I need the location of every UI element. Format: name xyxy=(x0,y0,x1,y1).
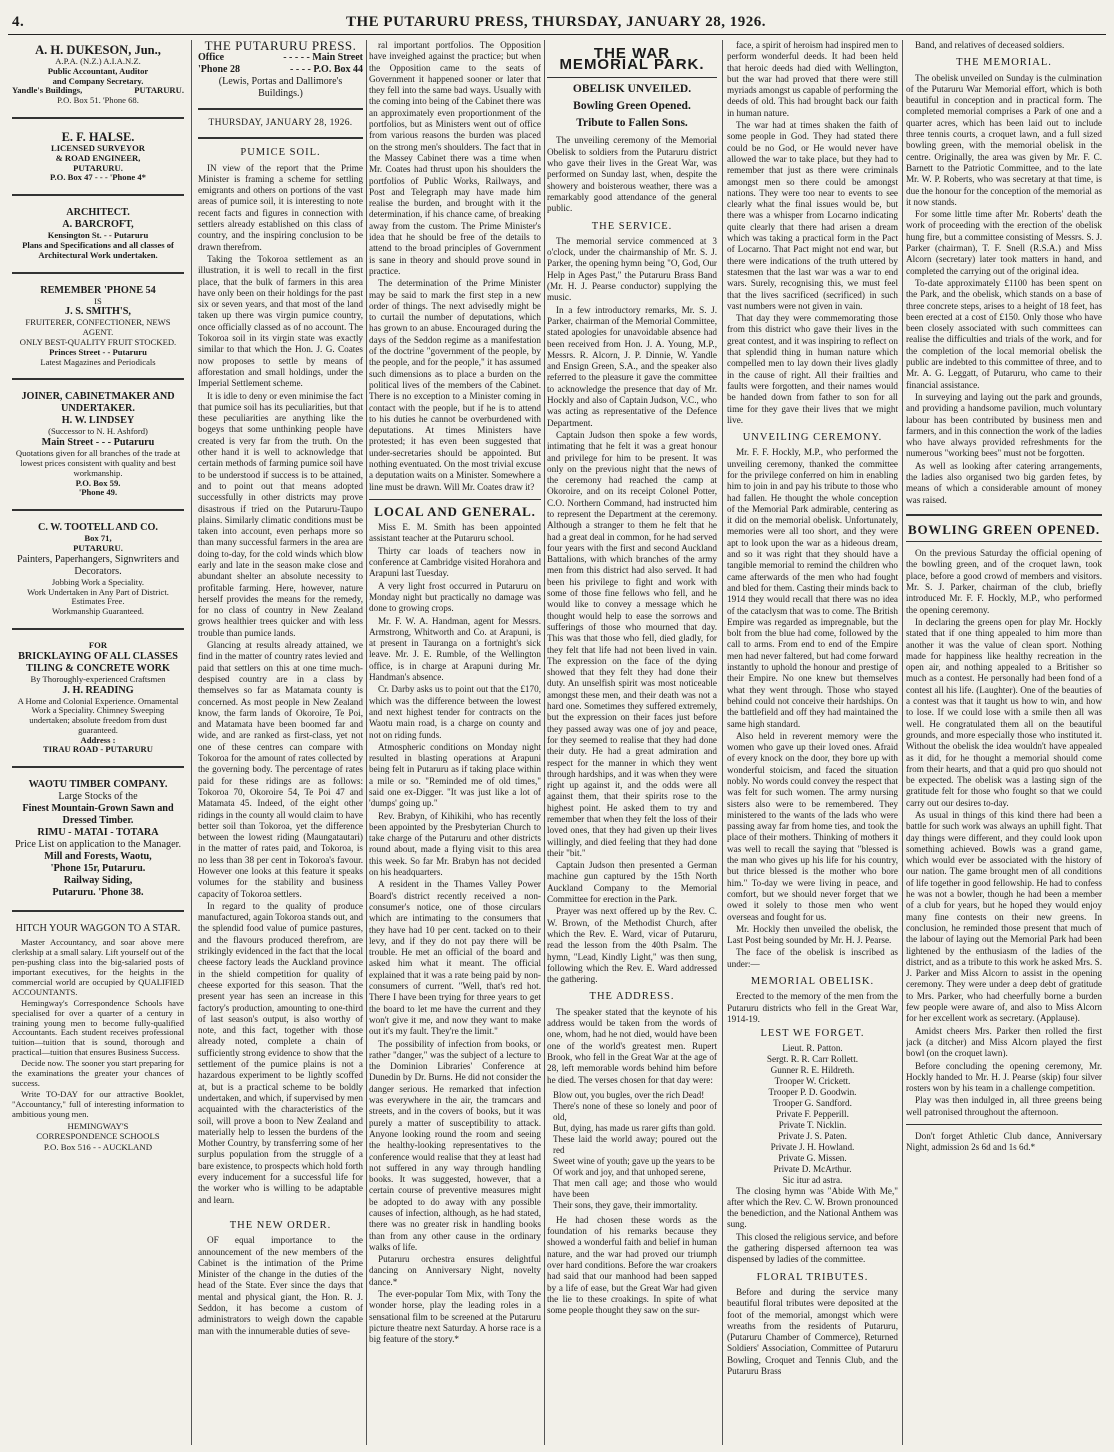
ad-waotu-name: WAOTU TIMBER COMPANY. xyxy=(28,779,168,791)
roll-name: Trooper G. Sandford. xyxy=(773,1097,852,1108)
ad-waotu-mill: Mill and Forests, Waotu, xyxy=(44,851,152,863)
ad-smith xyxy=(12,282,184,371)
ad-reading-name: J. H. READING xyxy=(62,684,134,696)
service-para: Captain Judson then spoke a few words, intimating that he felt it was a great honour and privilege for him to be present. It was only on the previous night that the news of the ceremony had reached the camp at Okoroire, and on its receipt Colonel Potter, C.O. Northern Command, had instructed him to represent the Department at the ceremony. Although a stranger to them he felt that he had a great deal in common, for he had served four years with the first and second Auckland Battalions, with which branches of the army men from this district had also served. It had been his privilege to fight and work with some of those fine fellows who fell, and he would like to convey a message which he thought would help to ease the sorrows and sufferings of those who mourned that day. This was that those who fell, died gladly, for they felt that life had not been lived in vain. The expression on the face of the dying showed that they felt they had done their duty. An unselfish spirit was most noticeable amongst these men, and their death was not a hard one. Sometimes they suffered extremely, but the expression on their faces just before they passed away was one of joy and peace, for they seemed to realise that they had done their duty. He had a great admiration and respect for the manner in which they went through hardships, and it was when they were right up against it, and the odds were all against them, that their spirits rose to the highest point. He asked them to try and remember that when they felt the loss of their loved ones, that they had given up their lives willingly, and died feeling that they had done their "bit." xyxy=(547,429,717,858)
ad-architect-heading: ARCHITECT. xyxy=(66,207,130,219)
obelisk-inscription: Erected to the memory of the men from the Putaruru districts who fell in the Great War, 1914-19. xyxy=(727,991,898,1024)
ad-halse-line1: LICENSED SURVEYOR xyxy=(50,142,145,153)
ad-dukeson-address: Yandle's Buildings, xyxy=(12,85,83,96)
roll-name: Trooper W. Crickett. xyxy=(774,1075,851,1086)
service-para: Prayer was next offered up by the Rev. C. W. Brown, of the Methodist Church, after which the Rev. E. Ward, vicar of Putaruru, read the lesson from the 40th Psalm. The hymn, "Lead, Kindly Light," was then sung, following which the Rev. E. Ward addressed the gathering. xyxy=(547,906,717,985)
ad-smith-line2: IS xyxy=(94,295,102,306)
ad-reading-for: FOR xyxy=(88,639,108,650)
ad-halse-box: P.O. Box 47 - - - 'Phone 4* xyxy=(50,172,146,183)
ad-hemingway-sig2: CORRESPONDENCE SCHOOLS xyxy=(36,1131,160,1142)
obelisk-unveiled-subhead: OBELISK UNVEILED. xyxy=(572,82,692,95)
ad-reading-line1: BRICKLAYING OF ALL CLASSES xyxy=(18,650,178,662)
ad-lindsey-line1: JOINER, CABINETMAKER AND UNDERTAKER. xyxy=(21,391,175,415)
memorial-para: The obelisk unveiled on Sunday is the culmination of the Putaruru War Memorial effort, which is both beautiful in conception and in practical form. The completed memorial comprises a Park of one and a quarter acres, which has been laid out to include three tennis courts, a croquet lawn, and a full sized bowling green, with the memorial obelisk in the centre. Originally, the area was given by Mr. F. C. Barnett to the Patriotic Committee, and to the late Mr. W. P. Roberts, who was secretary at that time, is due the honour for the conception of the memorial as it now stands. xyxy=(906,72,1102,207)
ad-reading-by: By Thoroughly-experienced Craftsmen xyxy=(30,673,166,684)
bowling-green-heading: BOWLING GREEN OPENED. xyxy=(908,521,1100,537)
ad-waotu-timbers: RIMU - MATAI - TOTARA xyxy=(37,827,159,839)
press-info-box xyxy=(198,40,363,100)
bowling-para: Before concluding the opening ceremony, Mr. Hockly handed to Mr. H. J. Pearse (skip) four silver rosters won by his team in a challenge competition. xyxy=(906,1060,1102,1094)
bowling-green-subhead: Bowling Green Opened. xyxy=(573,99,691,112)
memorial-intro: The unveiling ceremony of the Memorial Obelisk to soldiers from the Putaruru district who gave their lives in the Great War, was performed on Sunday last, when, despite the showery and boisterous weather, there was a remarkably good attendance of the general public. xyxy=(547,135,717,214)
ad-halse xyxy=(12,127,184,186)
bowling-para: In declaring the greens open for play Mr. Hockly stated that if one thing appealed to him more than another it was the value of clean sport. Nothing made for happiness like healthy recreation in the open air, and nothing appealed to a Britisher so much as a contest. He personally had been fond of a contest all his life. (Laughter). One of the beauties of a contest was that it taught us how to win, and how to lose. If we could lose with a smile then all was well. He congratulated them all on the beautiful grounds, and more especially those who instituted it. Without the obelisk the idea wouldn't have appealed as it did, for he thought a memorial should come from their hearts, and that a quid pro quo should not be expected. The obelisk was a lasting sign of the gratitude felt for those who fought so that we could carry out our desires to-day. xyxy=(906,616,1102,808)
unveiling-heading: UNVEILING CEREMONY. xyxy=(742,432,883,444)
ad-reading-line2: TILING & CONCRETE WORK xyxy=(26,662,170,674)
ad-dukeson xyxy=(12,40,184,109)
column-2-editorial xyxy=(198,40,363,1440)
press-office-value: - - - - - Main Street xyxy=(283,52,363,63)
ad-halse-line2: & ROAD ENGINEER, xyxy=(55,152,141,163)
ad-halse-town: PUTARURU. xyxy=(73,162,123,173)
column-divider xyxy=(191,40,192,1445)
ad-hemingway-p3: Decide now. The sooner you start preparing for the examinations the greater your chances of success. xyxy=(12,1058,184,1088)
ad-dukeson-box: P.O. Box 51. 'Phone 68. xyxy=(57,95,139,106)
memorial-para: For some little time after Mr. Roberts' death the work of proceeding with the erection of the obelisk hung fire, but a committee consisting of Messrs. S. J. Parker (chairman), T. F. Snell (R.S.A.) and Miss Alcorn (secretary) later took matters in hand, and completed the carrying out of the original idea. xyxy=(906,209,1102,276)
memorial-para: In surveying and laying out the park and grounds, and providing a handsome pavilion, much voluntary labour has been contributed by business men and farmers, and in this connection the work of the ladies who have always provided refreshments for the numerous "working bees" must not be forgotten. xyxy=(906,391,1102,459)
new-order-para: ral important portfolios. The Opposition have inveighed against the practice; but when the Opposition came to the seats of Government it happened sooner or later that they fell into the same bad ways. Usually with the coming into being of the Cabinet there was an approximately even proportionment of the portfolios, but as Ministers went out of office from various reasons the burden was placed on the strong men's shoulders. The fact that in the Massey Cabinet there was a time when Mr. Coates had thrust upon his shoulders the portfolios of Public Works, Railways, and Post and Telegraph may have made him realise the burden, and brought with it the determination, if his chance came, of breaking away from the custom. The Prime Minister's idea that he should be free of the details to attend to the broad principles of Government is sane in theory and should prove sound in practice. xyxy=(369,40,541,276)
ad-architect-name: A. BARCROFT, xyxy=(62,219,134,231)
address-para: The war had at times shaken the faith of some people in God. They had stated there could be no God, or He would never have allowed the war to take place, but they had to remember that just as there were criminals amongst men so there could be amongst nations. They were too near to events to see clearly what the final issues would be, but there was a whisper from Locarno indicating quite clearly that there had arisen a dream which was taking a practical form in the Pact of Locarno. That Pact might not end war, but there were indications of the truth uttered by statesmen that the last war was a war to end wars. Surely, recognising this, we must feel that the lives sacrificed (secrificed) in such vast numbers were not given in vain. xyxy=(727,120,898,311)
roll-name: Trooper P. D. Goodwin. xyxy=(768,1086,857,1097)
ad-hemingway-sig3: P.O. Box 516 - - AUCKLAND xyxy=(43,1141,153,1152)
local-item: The possibility of infection from books, or rather "danger," was the subject of a lecture to the Dominion Libraries' Conference at Dunedin by Dr. Burns. He did not consider the danger serious. He remarked that infection was everywhere in the air, the tramcars and streets, and in the covers of books, but it was purely a matter of susceptibility to attack. Anyone looking round the room and seeing the healthy-looking representatives to the conference would realise that they at least had not suffered in any way through handling books. It was suggested, however, that a certain course of preventive measures might be adopted to do away with any possible causes of infection, although, as he had stated, there was no greater risk in handling books than from any other cause in the ordinary walks of life. xyxy=(369,1038,541,1252)
ad-tootell-box: Box 71, xyxy=(84,533,112,544)
new-order-heading: THE NEW ORDER. xyxy=(229,1219,332,1231)
ad-waotu-rail: Railway Siding, xyxy=(63,875,133,887)
newspaper-title: THE PUTARURU PRESS, THURSDAY, JANUARY 28, 1926. xyxy=(346,14,766,30)
ad-dukeson-line1: Public Accountant, Auditor xyxy=(47,65,149,76)
ad-architect xyxy=(12,204,184,263)
ad-smith-quality: ONLY BEST-QUALITY FRUIT STOCKED. xyxy=(19,336,177,347)
memorial-para: To-date approximately £1100 has been spent on the Park, and the obelisk, which stands on a base of three concrete steps, arises to a height of 18 feet, has been erected at a cost of £150. Only those who have been closely associated with such committees can realise the difficulties and trials of the work, and for the completion of the local memorial obelisk the public are indebted to this committee of three, and to Mr. A. G. Leggatt, of Putaruru, who came to their financial assistance. xyxy=(906,277,1102,390)
column-5 xyxy=(727,40,898,1440)
brooke-poem: Blow out, you bugles, over the rich Dead! There's none of these so lonely and poor of old, But, dying, has made us rarer gifts than gold. These laid the world away; poured out the red Sweet wine of youth; gave up the years to be Of work and joy, and that unhoped serene, That men call age; and those who would have been Their sons, they gave, their immortality. xyxy=(553,1089,717,1210)
roll-name: Lieut. R. Patton. xyxy=(782,1042,843,1053)
address-para: He had chosen these words as the foundation of his remarks because they showed a wonderful faith and belief in human nature, and the war had proved our triumph over hard conditions. Before the war croakers had said that our manhood had been sapped by a life of ease, but the Great War had given the lie to these croakings. In spite of what some people thought they saw on the sur- xyxy=(547,1214,717,1316)
pumice-para: It is idle to deny or even minimise the fact that pumice soil has its peculiarities, but that these peculiarities are anything like the bogeys that some unthinking people have created is very far from the truth. On the other hand it is well to acknowledge that certain methods of farming pumice soil have to be understood if success is to be attained, and to point out that means adopted successfully in other districts may prove disastrous if tried on the Putaruru-Taupo plains. Similarly climatic conditions must be taken into account, even perhaps more so than many successful farmers in the area are doing to-day, for the cold winds which blow early and late in the season make close and abundant shelter an absolute necessity to profitable farming. Here, however, nature herself provides the means for the remedy, for no class of country in New Zealand grows healthier trees quicker and with less trouble than pumice lands. xyxy=(198,390,363,638)
athletic-dance-notice: Don't forget Athletic Club dance, Anniversary Night, admission 2s 6d and 1s 6d.* xyxy=(906,1131,1102,1153)
ad-reading xyxy=(12,638,184,758)
ad-tootell xyxy=(12,519,184,620)
address-para: That day they were commemorating those from this district who gave their lives in the great contest, and it was inspiring to reflect on that splendid thing in human nature which compelled men to lay down their lives gladly in the cause of right. All their frailties and faults were forgotten, and their names would be handed down from father to son for all time for they gave their lives that we might live. xyxy=(727,313,898,425)
bowling-para: Play was then indulged in, all three greens being well patronised throughout the afternoon. xyxy=(906,1095,1102,1117)
closing-para: This closed the religious service, and before the gathering dispersed afternoon tea was dispensed by ladies of the committee. xyxy=(727,1231,898,1265)
bowling-para: Amidst cheers Mrs. Parker then rolled the first jack (a ditcher) and Miss Alcorn played the first bowl (on the croquet lawn). xyxy=(906,1025,1102,1059)
unveiling-para: The face of the obelisk is inscribed as under:— xyxy=(727,947,898,969)
ad-lindsey-phone: 'Phone 49. xyxy=(78,487,118,498)
column-divider xyxy=(366,40,367,1445)
pumice-para: In regard to the quality of produce manufactured, again Tokoroa stands out, and the splendid food value of pumice pastures, and the flavours produced therefrom, are strikingly evidenced in the fact that the local cheese factory leads the Auckland province in the shield competition for quality of cheese exported for this season. That the present year has seen an increase in this factory's production, amounting to one-third of last season's output, is also worthy of note, and this fact, together with those already noted, complete a chain of sufficiently strong evidence to show that the settlement of the pumice plains is not a hazardous experiment to be lightly scoffed at, but is a practical scheme to be boldly undertaken, and which, if supervised by men acquainted with the characteristics of the soil, will prove a boon to New Zealand and materially help to lessen the burdens of the Mother Country, by transferring some of her surplus population from the struggle of a bare existence, to prospects which hold forth every inducement for a successful life for the worker who is willing to be adaptable and learn. xyxy=(198,900,363,1205)
ad-hemingway-heading: HITCH YOUR WAGGON TO A STAR. xyxy=(15,923,181,935)
ad-hemingway-p1: Master Accountancy, and soar above mere clerkship at a small salary. Lift yourself out of the pen-pushing class into the big-salaried posts of important executives, for the heights in the commercial world are occupied by QUALIFIED ACCOUNTANTS. xyxy=(12,937,184,997)
local-item: Mr. F. W. A. Handman, agent for Messrs. Armstrong, Whitworth and Co. at Arapuni, is at present in Tauranga on a fortnight's sick leave. Mr. J. E. Rumble, of the Wellington office, is in charge at Arapuni during Mr. Handman's absence. xyxy=(369,615,541,683)
pumice-para: Glancing at results already attained, we find in the matter of country rates levied and paid that settlers on this at one time much-despised country are in a class by themselves so far as Matamata county is concerned. As most people in New Zealand know, the farm lands of Okoroire, Te Poi, and Matamata have been boomed far and wide, and are ranked as first-class, yet not one of these centres can compare with Tokoroa for the amount of rates collected by the governing body. The percentage of rates paid for these ridings are as follows: Tokoroa 70, Okoroire 54, Te Poi 47 and Matamata 45. Indeed, of the eight other ridings in the county all would claim to have better soil than Tokoroa, yet the difference between the lowest riding (Maungatautari) in the matter of rates paid, and Tokoroa, is no less than 38 per cent in Tokoroa's favour. However one looks at this feature it speaks volumes for the stability and business capacity of Tokoroa settlers. xyxy=(198,640,363,899)
ad-lindsey-name: H. W. LINDSEY xyxy=(61,415,135,427)
ad-tootell-town: PUTARURU. xyxy=(73,542,123,553)
column-divider xyxy=(722,40,723,1445)
roll-name: Sergt. R. R. Carr Rollett. xyxy=(766,1053,859,1064)
ad-tootell-work: Work Undertaken in Any Part of District. xyxy=(27,586,169,597)
ad-hemingway-p4: Write TO-DAY for our attractive Booklet, "Accountancy," full of interesting information to ambitious young men. xyxy=(12,1088,184,1119)
ad-smith-street: Princes Street - - Putaruru xyxy=(49,346,147,357)
memorial-para: As well as looking after catering arrangements, the ladies also organised two big garden fetes, by means of which a considerable amount of money was raised. xyxy=(906,460,1102,505)
local-item: Miss E. M. Smith has been appointed assistant teacher at the Putaruru school. xyxy=(369,522,541,544)
ad-dukeson-quals: A.P.A. (N.Z.) A.I.A.N.Z. xyxy=(55,56,141,66)
memorial-heading: THE MEMORIAL. xyxy=(956,57,1052,69)
column-1-advertisements xyxy=(12,40,184,1440)
press-office-label: Office xyxy=(198,52,225,63)
ad-hemingway-sig1: HEMINGWAY'S xyxy=(67,1120,129,1131)
column-4-war-memorial xyxy=(547,40,717,1440)
ad-dukeson-line2: and Company Secretary. xyxy=(52,75,144,86)
ad-waotu-phone: 'Phone 15r, Putaruru. xyxy=(50,863,146,875)
ad-tootell-name: C. W. TOOTELL AND CO. xyxy=(38,522,158,534)
page-number: 4. xyxy=(12,14,25,30)
ad-lindsey-body: Quotations given for all branches of the trade at lowest prices consistent with quality and best workmanship. xyxy=(15,448,181,478)
editorial-dateline: THURSDAY, JANUARY 28, 1926. xyxy=(208,118,353,128)
ad-tootell-trade: Painters, Paperhangers, Signwriters and Decorators. xyxy=(16,553,180,577)
pumice-heading: PUMICE SOIL. xyxy=(240,147,321,159)
ad-reading-body: A Home and Colonial Experience. Ornamental Work a Speciality. Chimney Sweeping undertaken; absolute freedom from dust guaranteed. xyxy=(17,695,179,735)
ad-reading-addr: Address : xyxy=(80,734,116,745)
ad-waotu-line1: Large Stocks of the xyxy=(58,791,138,803)
unveiling-para: Mr. F. F. Hockly, M.P., who performed the unveiling ceremony, thanked the committee for the privilege conferred on him in enabling him to join in and pay his tribute to those who had fallen. He thought the whole conception of the Memorial Park admirable, centering as it did on the memorial obelisk. Unfortunately, memories were all too short, and they were apt to look upon the war as a hideous dream, and so it was right that they should have a tangible memorial to remind the children who came afterwards of the men who had fought and bled for them. Casting their minds back to 1914 they would recall that there was no idea of the cataclysm that was to come. The British Empire was regarded as impregnable, but the bolt from the blue had come, followed by the call to arms. From end to end of the Empire men had never faltered, but had come forward instantly to uphold the honour and prestige of their Empire. No one knew but themselves what they went through. Those who stayed behind could not conceive their hardships. On the battlefield and off they had maintained the same high standard. xyxy=(727,447,898,729)
service-para: Captain Judson then presented a German machine gun captured by the 15th North Auckland Company to the Memorial Committee for erection in the Park. xyxy=(547,860,717,905)
ad-waotu-town: Putaruru. 'Phone 38. xyxy=(52,887,144,899)
masthead xyxy=(8,10,1104,32)
ad-dukeson-town: PUTARURU. xyxy=(134,85,184,96)
roll-of-honour xyxy=(727,1043,898,1186)
roll-name: Private J. S. Paten. xyxy=(778,1130,847,1141)
floral-para: Before and during the service many beautiful floral tributes were deposited at the foot of the memorial, amongst which were wreaths from the residents of Putaruru, (Putaruru Chamber of Commerce), Returned Soldiers' Association, Committee of Putaruru Bowling, Croquet and Tennis Club, and the Putaruru Brass xyxy=(727,1286,898,1376)
ad-reading-road: TIRAU ROAD - PUTARURU xyxy=(43,744,153,755)
roll-name: Private G. Missen. xyxy=(778,1152,847,1163)
masthead-rule xyxy=(8,34,1106,35)
service-heading: THE SERVICE. xyxy=(591,220,673,232)
floral-para: Band, and relatives of deceased soldiers. xyxy=(915,40,1065,50)
ad-tootell-guar: Workmanship Guaranteed. xyxy=(52,606,144,617)
new-order-para: OF equal importance to the announcement of the new members of the Cabinet is the intimation of the Prime Minister of the change in the duties of the head of the State. Ever since the days that mental and physical giant, the Hon. R. J. Seddon, it has become a custom of administrators to weigh down the capable man with the innumerable duties of seve- xyxy=(198,1235,363,1336)
ad-lindsey-street: Main Street - - - Putaruru xyxy=(41,437,155,449)
bowling-para: On the previous Saturday the official opening of the bowling green, and of the croquet lawn, took place, before a good crowd of members and visitors. Mr. S. J. Parker, chairman of the club, briefly introduced Mr. F. F. Hockly, M.P., who performed the opening ceremony. xyxy=(906,548,1102,615)
ad-dukeson-name: A. H. DUKESON, Jun., xyxy=(35,43,161,57)
ad-lindsey xyxy=(12,388,184,501)
lest-we-forget: LEST WE FORGET. xyxy=(760,1028,865,1040)
ad-smith-trade: FRUITERER, CONFECTIONER, NEWS AGENT. xyxy=(25,317,171,338)
ad-lindsey-succ: (Successor to N. H. Ashford) xyxy=(48,426,148,437)
column-3 xyxy=(369,40,541,1440)
roll-motto: Sic itur ad astra. xyxy=(782,1174,843,1185)
ad-architect-line2: Plans and Specifications and all classes of Architectural Work undertaken. xyxy=(22,239,174,260)
service-para: In a few introductory remarks, Mr. S. J. Parker, chairman of the Memorial Committee, stated apologies for unavoidable absence had been received from Hon. J. A. Young, M.P., Messrs. R. Alcorn, J. P. Dinnie, W. Yandle and Ensign Green, S.A., and the speaker also referred to the pleasure it gave the committee to acknowledge the presence that day of Mr. Hockly and also of Captain Judson, V.C., who was acting as representative of the Defence Department. xyxy=(547,304,717,428)
column-divider xyxy=(902,40,903,1445)
unveiling-para: Mr. Hockly then unveiled the obelisk, the Last Post being sounded by Mr. H. J. Pearse. xyxy=(727,923,898,946)
local-general-heading: LOCAL AND GENERAL. xyxy=(374,503,536,519)
ad-halse-name: E. F. HALSE. xyxy=(61,129,135,144)
bowling-para: As usual in things of this kind there had been a battle for such work was always an uphill fight. That day things were different, and they could look upon something achieved. Bowls was a grand game, which would ever be associated with the history of our nation. The game brought men of all conditions of life together in good fellowship. He had to confess he was not a bowler, though he had been a member of a club for years, but he hoped they would enjoy many fine contests on their new greens. In conclusion, he reminded those present that much of the labour of laying out the Memorial Park had been lightened by the enthusiasm of the ladies of the district, and as a tribute to this work he asked Mrs. S. J. Parker and Miss Alcorn to assist in the opening ceremony. They were under a deep debt of gratitude to Mrs. Parker, who had cheerfully borne a burden few people were aware of, and also to Miss Alcorn for her excellent work as secretary. (Applause). xyxy=(906,810,1102,1024)
ad-hemingway-p2: Hemingway's Correspondence Schools have specialised for over a quarter of a century in training young men to become fully-qualified Accountants. Each student receives professional tuition—tuition that is sound, thorough and practical—tuition that ensures Business Success. xyxy=(12,997,184,1058)
ad-waotu-line2: Finest Mountain-Grown Sawn and Dressed Timber. xyxy=(22,803,174,827)
column-divider xyxy=(544,40,545,1445)
pumice-para: IN view of the report that the Prime Minister is framing a scheme for settling emigrants and others on portions of the vast areas of pumice soil, it is interesting to note recent facts and figures in connection with settlers already established on this class of country, and the inspiring conclusion to be drawn therefrom. xyxy=(198,162,363,252)
address-heading: THE ADDRESS. xyxy=(589,991,675,1003)
local-item: The ever-popular Tom Mix, with Tony the wonder horse, play the leading roles in a sensational film to be screened at the Putaruru picture theatre next Saturday. A horse race is a big feature of the story.* xyxy=(369,1289,541,1345)
press-phone-label: 'Phone 28 xyxy=(198,64,240,75)
pumice-para: Taking the Tokoroa settlement as an illustration, it is well to recall in the first place, that the bulk of farmers in this area have only been on their holdings for the past six or seven years, and that most of the land taken up there was virgin pumice country, once officially classed as of no account. The Tokoroa soil in its virgin state was exactly similar to that which the Hon. J. G. Coates now proposes to settle by means of afforestation and small holdings, under the Imperial Settlement scheme. xyxy=(198,253,363,389)
local-item: Cr. Darby asks us to point out that the £170, which was the difference between the lowest and next highest tender for contracts on the Waotu main road, is a charge on county and not on riding funds. xyxy=(369,684,541,740)
local-item: A very light frost occurred in Putaruru on Monday night but practically no damage was done to growing crops. xyxy=(369,580,541,614)
tribute-subhead: Tribute to Fallen Sons. xyxy=(576,117,688,130)
address-para: The speaker stated that the keynote of his address would be taken from the words of one, whom, had he not died, would have been one of the world's greatest men. Rupert Brook, who fell in the Great War at the age of 28, left memorable words behind him before he died. The verses chosen for that day were: xyxy=(547,1006,717,1085)
closing-para: The closing hymn was "Abide With Me," after which the Rev. C. W. Brown pronounced the benediction, and the National Anthem was sung. xyxy=(727,1185,898,1230)
local-item: Thirty car loads of teachers now in conference at Cambridge visited Horahora and Arapuni last Tuesday. xyxy=(369,545,541,579)
obelisk-heading: MEMORIAL OBELISK. xyxy=(750,976,875,988)
service-para: The memorial service commenced at 3 o'clock, under the chairmanship of Mr. S. J. Parker, the opening hymn being "O, God, Our Help in Ages Past," the Putaruru Brass Band (Mr. H. J. Pearse conductor) supplying the music. xyxy=(547,235,717,303)
ad-waotu xyxy=(12,776,184,902)
unveiling-para: Also held in reverent memory were the women who gave up their loved ones. Afraid of every knock on the door, they bore up with wonderful stoicism, and faced the situation nobly. No words could convey the respect that was felt for such women. The army nursing sisters also were to be remembered. They ministered to the wants of the lads who were passing away far from home ties, and took the place of their mothers. Thinking of mothers it was well to recall the saying that "blessed is the man who gives up his life for his country, but thrice blessed is the mother who bore him." To-day we were living in peace, and comfort, but we should never forget that we owed it solely to those men who went overseas and fought for us. xyxy=(727,730,898,922)
ad-smith-name: J. S. SMITH'S, xyxy=(65,306,131,318)
ad-tootell-jobbing: Jobbing Work a Speciality. xyxy=(51,576,145,587)
floral-heading: FLORAL TRIBUTES. xyxy=(756,1271,869,1283)
roll-name: Private F. Pepperill. xyxy=(776,1108,849,1119)
local-item: Putaruru orchestra ensures delightful dancing on Anniversary Night, novelty dance.* xyxy=(369,1254,541,1287)
press-buildings: (Lewis, Portas and Dallimore's Buildings.) xyxy=(218,76,343,99)
war-memorial-title: THE WAR MEMORIAL PARK. xyxy=(559,45,705,74)
roll-name: Private T. Nicklin. xyxy=(778,1119,847,1130)
ad-lindsey-box: P.O. Box 59. xyxy=(75,477,121,488)
local-item: A resident in the Thames Valley Power Board's district recently received a non-consumer's notice, one of those circulars which are intimating to the consumers that they have had 10 per cent. tacked on to their levy, and if they do not pay there will be trouble. He met an official of the board and asked him what it meant. The official explained that it was a rate being paid by non-consumers of current. "Well, that's red hot. There I have been trying for three years to get the board to let me have the current and they won't give it me, and now they want to make out it's my fault. They're the limit." xyxy=(369,879,541,1037)
column-6 xyxy=(906,40,1102,1440)
press-title: THE PUTARURU PRESS. xyxy=(204,40,357,53)
local-item: Atmospheric conditions on Monday night resulted in blasting operations at Arapuni being felt in Putaruru as if taking place within a mile or so. "Reminded me of old times," said one ex-Digger. "It was just like a lot of 'dumps' going up." xyxy=(369,741,541,809)
local-item: Rev. Brabyn, of Kihikihi, who has recently been appointed by the Presbyterian Church to take charge of the Putaruru and other districts round about, made a flying visit to this area this week. So far Mr. Brabyn has not decided on his headquarters. xyxy=(369,810,541,878)
roll-name: Private J. H. Howland. xyxy=(770,1141,855,1152)
ad-architect-line1: Kensington St. - - Putaruru xyxy=(47,230,149,241)
address-para: face, a spirit of heroism had inspired men to perform wonderful deeds. It had been held that heroic deeds had died with Wellington, but the war had proved that there were still myriads amongst us capable of performing the deeds of old. This had brought back our faith in human nature. xyxy=(727,40,898,118)
roll-name: Private D. McArthur. xyxy=(773,1163,852,1174)
press-phone-value: - - - - P.O. Box 44 xyxy=(290,64,363,75)
ad-smith-line1: REMEMBER 'PHONE 54 xyxy=(40,284,156,296)
new-order-para: The determination of the Prime Minister may be said to mark the first step in a new order of things. The next advisedly might be to curtail the number of deputations, which has grown to an abuse. Encouraged during the days of the Seddon regime as a manifestation of the doctrine "government of the people, by the people, and for the people," it has assumed such dimensions as to place a burden on the political lives of the members of the Cabinet. There is no exception to a Minister coming in contact with the people, but if he is to attend to his duties he cannot be overburdened with deputations. At times Ministers have protested; it has even been suggested that under-secretaries should be appointed. But nothing eventuated. On the most trivial excuse a deputation waits on a Minister. Somewhere a line must be drawn. Will Mr. Coates draw it? xyxy=(369,278,541,492)
ad-waotu-price: Price List on application to the Manager. xyxy=(14,839,182,851)
ad-smith-mags: Latest Magazines and Periodicals xyxy=(40,356,156,367)
ad-hemingway xyxy=(12,920,184,938)
ad-tootell-est: Estimates Free. xyxy=(71,596,125,607)
roll-name: Gunner R. E. Hildreth. xyxy=(770,1064,855,1075)
